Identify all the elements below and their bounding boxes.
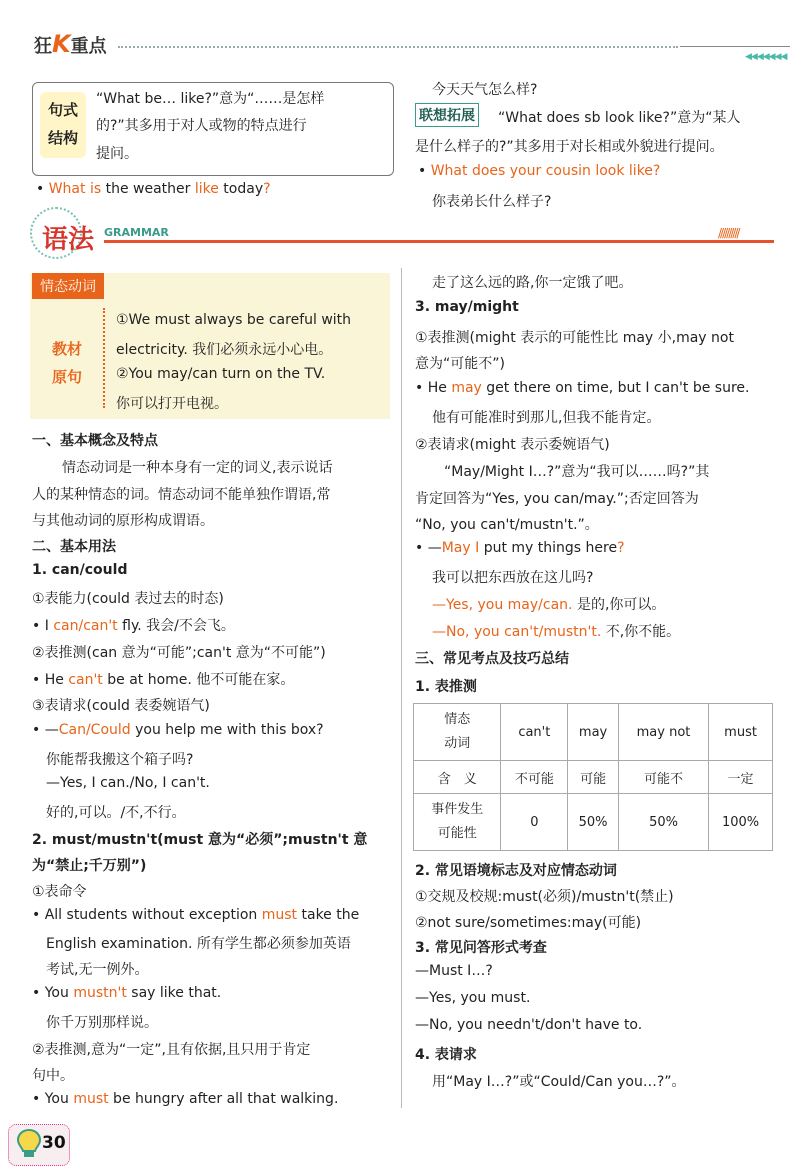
ex-part: like xyxy=(194,181,219,197)
subsection-heading: 3. 常见问答形式考查 xyxy=(415,940,547,956)
syntax-label-line: 结构 xyxy=(47,129,78,147)
lightbulb-icon xyxy=(14,1127,44,1159)
syntax-label xyxy=(40,92,86,158)
ex-part: today xyxy=(218,181,264,197)
table-cell: may not xyxy=(618,704,708,761)
page-number: 30 xyxy=(42,1133,66,1153)
syntax-example: • What is the weather like today? xyxy=(36,181,271,197)
ex-part: 不,你不能。 xyxy=(601,624,681,640)
usage-line: “No, you can't/mustn't.”。 xyxy=(415,517,599,533)
example-line: • He can't be at home. 他不可能在家。 xyxy=(32,672,295,688)
syntax-text-line: “What be… like?”意为“……是怎样 xyxy=(96,91,325,107)
example-line xyxy=(432,594,665,614)
textbook-line: ②You may/can turn on the TV. xyxy=(116,366,326,382)
ex-part: ? xyxy=(263,181,271,197)
ex-part: the weather xyxy=(101,181,195,197)
ex-part: All students without exception xyxy=(44,907,262,923)
example-text: What does your cousin look like? xyxy=(430,163,661,179)
subsection-heading: 为“禁止;千万别”) xyxy=(32,858,147,874)
cell-text: 事件发生 可能性 xyxy=(431,802,484,841)
modal-tag: 情态动词 xyxy=(32,273,104,299)
table-cell: must xyxy=(709,704,773,761)
subsection-heading: 2. must/mustn't(must 意为“必须”;mustn't 意 xyxy=(32,832,368,848)
translation: 走了这么远的路,你一定饿了吧。 xyxy=(432,275,633,291)
ex-part: 是的,你可以。 xyxy=(572,597,666,613)
textbook-line: 你可以打开电视。 xyxy=(116,396,228,412)
grammar-bar xyxy=(104,240,774,243)
syntax-text-line: 的?”其多用于对人或物的特点进行 xyxy=(96,118,307,134)
usage-line: —Must I…? xyxy=(415,963,493,979)
section-heading: 二、基本用法 xyxy=(32,539,116,555)
header-dotted-rule xyxy=(118,46,678,48)
usage-line: 肯定回答为“Yes, you can/may.”;否定回答为 xyxy=(415,491,699,507)
inference-table xyxy=(413,703,773,851)
translation: 他有可能准时到那儿,但我不能肯定。 xyxy=(432,410,661,426)
example-line: • You must be hungry after all that walking. xyxy=(32,1091,339,1107)
table-cell: may xyxy=(568,704,619,761)
ex-part: — xyxy=(427,540,442,556)
ex-part: take the xyxy=(297,907,360,923)
ex-part: put my things here xyxy=(479,540,618,556)
textbook-line: electricity. 我们必须永远小心电。 xyxy=(116,342,333,358)
usage-line: ②表推测,意为“一定”,且有依据,且只用于肯定 xyxy=(32,1042,311,1058)
usage-line: —No, you needn't/don't have to. xyxy=(415,1017,643,1033)
table-cell: 0 xyxy=(501,794,568,851)
link-text-line: “What does sb look like?”意为“某人 xyxy=(498,110,741,126)
ex-part: / xyxy=(85,722,91,738)
translation: 我可以把东西放在这儿吗? xyxy=(432,570,594,586)
table-cell: 一定 xyxy=(709,761,773,794)
usage-line: ①表推测(might 表示的可能性比 may 小,may not xyxy=(415,330,734,346)
ex-part: Could xyxy=(90,722,131,738)
brand-k: K xyxy=(52,30,71,58)
ex-part: mustn't xyxy=(73,985,127,1001)
table-row xyxy=(414,704,773,761)
usage-line: ②表推测(can 意为“可能”;can't 意为“不可能”) xyxy=(32,645,326,661)
ex-part: —No, you can't/mustn't. xyxy=(432,624,602,640)
ex-part: Can xyxy=(58,722,86,738)
ex-part: must xyxy=(73,1091,109,1107)
ex-part: must xyxy=(261,907,298,923)
subsection-heading: 4. 表请求 xyxy=(415,1047,477,1063)
ex-part: you help me with this box? xyxy=(130,722,324,738)
syntax-label-line: 句式 xyxy=(47,101,78,119)
ex-part: He xyxy=(427,380,452,396)
ex-part: —Yes, you may/can. xyxy=(432,597,573,613)
table-cell: can't xyxy=(501,704,568,761)
example-line: • —May I put my things here? xyxy=(415,540,625,556)
table-cell: 50% xyxy=(618,794,708,851)
brand-logo xyxy=(34,30,107,58)
usage-line: ②表请求(might 表示委婉语气) xyxy=(415,437,610,453)
textbook-label xyxy=(52,335,82,391)
ex-part: ? xyxy=(617,540,625,556)
ex-part: get there on time, but I can't be sure. xyxy=(481,380,750,396)
paragraph-line: 与其他动词的原形构成谓语。 xyxy=(32,513,214,529)
section-heading: 三、常见考点及技巧总结 xyxy=(415,651,569,667)
ex-part: May I xyxy=(441,540,480,556)
ex-part: can't xyxy=(68,672,103,688)
usage-line: 意为“可能不”) xyxy=(415,356,505,372)
brand-suffix: 重点 xyxy=(70,36,107,57)
ex-part: I xyxy=(44,618,54,634)
table-cell: 可能不 xyxy=(618,761,708,794)
example-line: 考试,无一例外。 xyxy=(46,962,149,978)
translation: 你表弟长什么样子? xyxy=(432,194,552,210)
grammar-en-label: GRAMMAR xyxy=(104,226,169,239)
example-line: 你能帮我搬这个箱子吗? xyxy=(46,752,194,768)
ex-part: may xyxy=(451,380,482,396)
section-heading: 一、基本概念及特点 xyxy=(32,433,158,449)
subsection-heading: 1. 表推测 xyxy=(415,679,477,695)
usage-line: ①表能力(could 表过去的时态) xyxy=(32,591,224,607)
example-line: • He may get there on time, but I can't be sure. xyxy=(415,380,750,396)
table-cell: 100% xyxy=(709,794,773,851)
table-row xyxy=(414,794,773,851)
ex-part: — xyxy=(44,722,59,738)
paragraph-line: 情态动词是一种本身有一定的词义,表示说话 xyxy=(62,460,333,476)
grammar-slashes: ////////// xyxy=(718,226,739,240)
usage-line: ①交规及校规:must(必须)/mustn't(禁止) xyxy=(415,889,674,905)
usage-line: —Yes, you must. xyxy=(415,990,531,1006)
textbook-line: ①We must always be careful with xyxy=(116,312,352,328)
ex-part: can't xyxy=(83,618,118,634)
example-line: • I can/can't fly. 我会/不会飞。 xyxy=(32,618,235,634)
header-arrows-icon: ◀◀◀◀◀◀◀ xyxy=(745,52,787,62)
subsection-heading: 2. 常见语境标志及对应情态动词 xyxy=(415,863,617,879)
ex-part: You xyxy=(44,1091,74,1107)
ex-part: be at home. 他不可能在家。 xyxy=(102,672,295,688)
table-cell xyxy=(414,794,501,851)
example-line: • You mustn't say like that. xyxy=(32,985,222,1001)
usage-line: 句中。 xyxy=(32,1068,74,1084)
ex-part: You xyxy=(44,985,74,1001)
ex-part: can xyxy=(53,618,79,634)
ex-part: He xyxy=(44,672,69,688)
grammar-title: 语法 xyxy=(42,225,95,255)
usage-line: ③表请求(could 表委婉语气) xyxy=(32,698,210,714)
ex-part: What is xyxy=(48,181,102,197)
ex-part: fly. 我会/不会飞。 xyxy=(117,618,235,634)
brand-prefix: 狂 xyxy=(34,36,52,57)
ex-part: say like that. xyxy=(126,985,222,1001)
usage-line: ②not sure/sometimes:may(可能) xyxy=(415,915,642,931)
textbook-label-line: 原句 xyxy=(52,368,83,386)
example-line: • —Can/Could you help me with this box? xyxy=(32,722,324,738)
header-rule xyxy=(680,46,790,47)
subsection-heading: 3. may/might xyxy=(415,299,519,315)
translation: 你千万别那样说。 xyxy=(46,1015,158,1031)
column-divider xyxy=(401,268,402,1108)
example-line: —Yes, I can./No, I can't. xyxy=(46,775,210,791)
table-cell: 可能 xyxy=(568,761,619,794)
translation: 今天天气怎么样? xyxy=(432,82,538,98)
link-example: • What does your cousin look like? xyxy=(418,163,661,179)
textbook-label-line: 教材 xyxy=(52,340,83,358)
usage-line: ①表命令 xyxy=(32,884,87,900)
textbook-divider xyxy=(103,308,106,408)
syntax-text-line: 提问。 xyxy=(96,146,138,162)
link-text-line: 是什么样子的?”其多用于对长相或外貌进行提问。 xyxy=(415,139,724,155)
table-row xyxy=(414,761,773,794)
paragraph-line: 人的某种情态的词。情态动词不能单独作谓语,常 xyxy=(32,487,331,503)
ex-part: / xyxy=(78,618,84,634)
usage-line: 用“May I…?”或“Could/Can you…?”。 xyxy=(432,1074,686,1090)
example-line: 好的,可以。/不,不行。 xyxy=(46,805,186,821)
table-cell: 不可能 xyxy=(501,761,568,794)
subsection-heading: 1. can/could xyxy=(32,562,128,578)
example-line: • All students without exception must take the xyxy=(32,907,360,923)
table-cell: 50% xyxy=(568,794,619,851)
usage-line: “May/Might I…?”意为“我可以……吗?”其 xyxy=(444,464,710,480)
ex-part: be hungry after all that walking. xyxy=(108,1091,339,1107)
table-cell xyxy=(414,704,501,761)
example-line: English examination. 所有学生都必须参加英语 xyxy=(46,936,351,952)
link-extend-tag: 联想拓展 xyxy=(415,103,479,127)
example-line xyxy=(432,621,680,641)
cell-text: 情态 动词 xyxy=(444,712,471,751)
table-cell: 含 义 xyxy=(414,761,501,794)
